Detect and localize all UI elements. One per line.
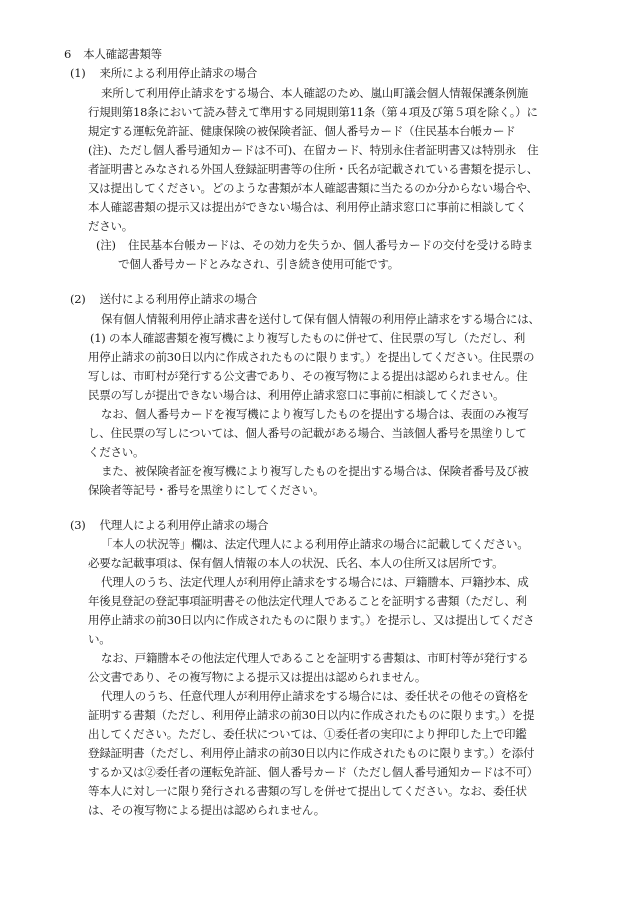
paragraph-line: (1) の本人確認書類を複写機により複写したものに併せて、住民票の写し（ただし、利 bbox=[90, 331, 525, 345]
paragraph-line: 保有個人情報利用停止請求書を送付して保有個人情報の利用停止請求をする場合には、 bbox=[101, 312, 540, 326]
subsection-1-number: (1) bbox=[70, 66, 86, 80]
paragraph-line: い。 bbox=[88, 632, 111, 646]
note-line: で個人番号カードとみなされ、引き続き使用可能です。 bbox=[118, 257, 400, 271]
paragraph-line: なお、戸籍謄本その他法定代理人であることを証明する書類は、市町村等が発行する bbox=[101, 651, 529, 665]
paragraph-line: (注)、ただし個人番号通知カードは不可)、在留カード、特別永住者証明書又は特別永 住 bbox=[88, 143, 539, 157]
paragraph-line: 年後見登記の登記事項証明書その他法定代理人であることを証明する書類（ただし、利 bbox=[88, 594, 527, 608]
paragraph-line: 来所して利用停止請求をする場合、本人確認のため、嵐山町議会個人情報保護条例施 bbox=[101, 86, 529, 100]
paragraph-line: 用停止請求の前30日以内に作成されたものに限ります。）を提示し、又は提出してくださ bbox=[88, 613, 535, 627]
note-line: 住民基本台帳カードは、その効力を失うか、個人番号カードの交付を受ける時ま bbox=[128, 238, 533, 252]
paragraph-line: 民票の写しが提出できない場合は、利用停止請求窓口に事前に相談してください。 bbox=[88, 388, 505, 402]
section-title: 本人確認書類等 bbox=[83, 47, 162, 61]
paragraph-line: 本人確認書類の提示又は提出ができない場合は、利用停止請求窓口に事前に相談してく bbox=[88, 200, 527, 214]
paragraph-line: は、その複写物による提出は認められません。 bbox=[88, 803, 325, 817]
subsection-1-title: 来所による利用停止請求の場合 bbox=[99, 66, 258, 80]
paragraph-line: 行規則第18条において読み替えて準用する同規則第11条（第４項及び第５項を除く。）に bbox=[88, 105, 538, 119]
subsection-3-heading bbox=[70, 518, 550, 533]
paragraph-line: 用停止請求の前30日以内に作成されたものに限ります。）を提出してください。住民票の bbox=[88, 350, 535, 364]
subsection-2-heading bbox=[70, 292, 550, 307]
paragraph-line: 出してください。ただし、委任状については、①委任者の実印により押印した上で印鑑 bbox=[88, 727, 527, 741]
paragraph-line: 写しは、市町村が発行する公文書であり、その複写物による提出は認められません。住 bbox=[88, 369, 528, 383]
paragraph-line: するか又は②委任者の運転免許証、個人番号カード（ただし個人番号通知カードは不可） bbox=[88, 765, 538, 779]
paragraph-line: ください。 bbox=[88, 445, 145, 459]
paragraph-line: ださい。 bbox=[88, 219, 133, 233]
paragraph-line: 公文書であり、その複写物による提示又は提出は認められません。 bbox=[88, 670, 427, 684]
paragraph-line: 規定する運転免許証、健康保険の被保険者証、個人番号カード（住民基本台帳カード bbox=[88, 124, 516, 138]
paragraph-line: 「本人の状況等」欄は、法定代理人による利用停止請求の場合に記載してください。 bbox=[101, 537, 529, 551]
section-heading bbox=[64, 47, 544, 62]
paragraph-line: なお、個人番号カードを複写機により複写したものを提出する場合は、表面のみ複写 bbox=[101, 407, 529, 421]
subsection-3-title: 代理人による利用停止請求の場合 bbox=[99, 518, 269, 532]
paragraph-line: 者証明書とみなされる外国人登録証明書等の住所・氏名が記載されている書類を提示し、 bbox=[88, 162, 538, 176]
paragraph-line: 又は提出してください。どのような書類が本人確認書類に当たるのか分からない場合や、 bbox=[88, 181, 538, 195]
subsection-2-number: (2) bbox=[70, 292, 86, 306]
paragraph-line: 保険者等記号・番号を黒塗りにしてください。 bbox=[88, 483, 325, 497]
paragraph-line: 証明する書類（ただし、利用停止請求の前30日以内に作成されたものに限ります。）を提 bbox=[88, 708, 535, 722]
subsection-2-title: 送付による利用停止請求の場合 bbox=[99, 292, 258, 306]
paragraph-line: 必要な記載事項は、保有個人情報の本人の状況、氏名、本人の住所又は居所です。 bbox=[88, 556, 504, 570]
paragraph-line: また、被保険者証を複写機により複写したものを提出する場合は、保険者番号及び被 bbox=[101, 464, 529, 478]
paragraph-line: し、住民票の写しについては、個人番号の記載がある場合、当該個人番号を黒塗りして bbox=[88, 426, 527, 440]
paragraph-line: 等本人に対し一に限り発行される書類の写しを併せて提出してください。なお、委任状 bbox=[88, 784, 527, 798]
paragraph-line: 代理人のうち、法定代理人が利用停止請求をする場合には、戸籍謄本、戸籍抄本、成 bbox=[101, 575, 529, 589]
paragraph-line: 登録証明書（ただし、利用停止請求の前30日以内に作成されたものに限ります。）を添付 bbox=[88, 746, 535, 760]
paragraph-line: 代理人のうち、任意代理人が利用停止請求をする場合には、委任状その他その資格を bbox=[101, 689, 529, 703]
subsection-1-heading bbox=[70, 66, 550, 81]
subsection-3-number: (3) bbox=[70, 518, 86, 532]
note-label: (注) bbox=[96, 238, 116, 252]
section-number: 6 bbox=[64, 47, 72, 61]
